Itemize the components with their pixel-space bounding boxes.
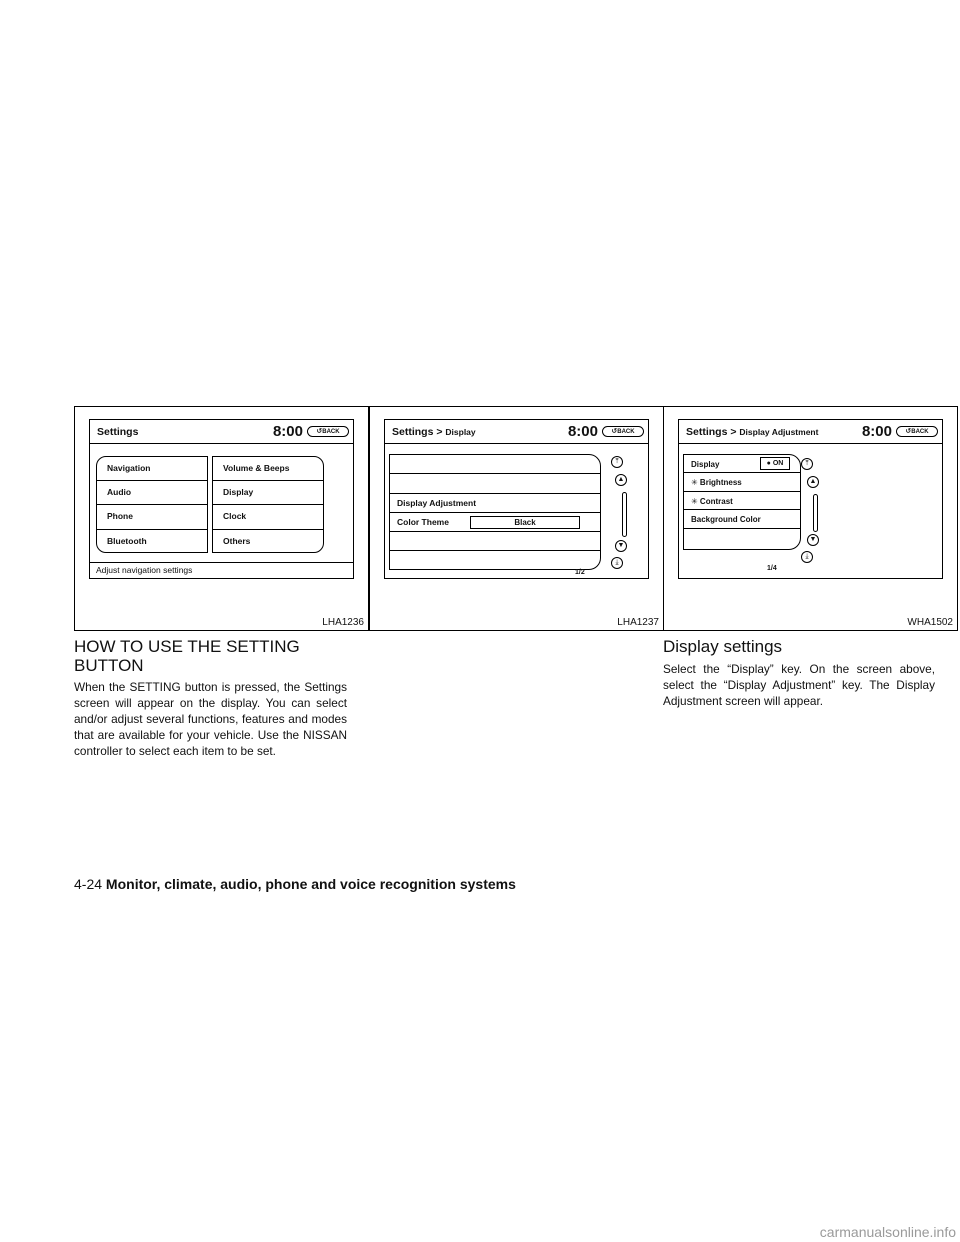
display-toggle[interactable]: ● ON bbox=[760, 457, 790, 470]
menu-right-column bbox=[212, 456, 324, 553]
menu-item-audio[interactable]: Audio bbox=[97, 481, 207, 505]
scroll-bottom-icon[interactable]: ⤓ bbox=[801, 551, 813, 563]
scrollbar[interactable] bbox=[622, 492, 627, 537]
figure-settings-menu bbox=[74, 406, 369, 631]
display-label: Display bbox=[691, 460, 720, 469]
screen-title-sub: Display Adjustment bbox=[739, 427, 819, 437]
menu-item-phone[interactable]: Phone bbox=[97, 505, 207, 529]
back-button[interactable] bbox=[896, 426, 938, 437]
list-item bbox=[684, 529, 800, 547]
menu-left-column bbox=[96, 456, 208, 553]
list-item bbox=[390, 455, 600, 474]
scroll-bottom-icon[interactable]: ⤓ bbox=[611, 557, 623, 569]
figure-code: WHA1502 bbox=[907, 617, 953, 628]
back-arrow-icon: ↺ bbox=[316, 428, 323, 435]
scroll-up-icon[interactable]: ▲ bbox=[615, 474, 627, 486]
back-button[interactable] bbox=[602, 426, 644, 437]
back-arrow-icon: ↺ bbox=[611, 428, 618, 435]
list-item-brightness[interactable]: ✳ Brightness bbox=[684, 473, 800, 491]
screen-clock: 8:00 bbox=[567, 423, 598, 440]
scroll-top-icon[interactable]: ⤒ bbox=[611, 456, 623, 468]
screen-header bbox=[385, 420, 648, 444]
section-body-display-settings: Select the “Display” key. On the screen above, select the “Display Adjustment” key. The Display Adjustment screen will appear. bbox=[663, 662, 935, 708]
back-label: BACK bbox=[617, 429, 635, 435]
list-item bbox=[390, 532, 600, 551]
screen-title: Settings bbox=[97, 426, 139, 438]
list-item bbox=[390, 474, 600, 493]
page-footer bbox=[74, 876, 516, 892]
list-item-contrast[interactable]: ✳ Contrast bbox=[684, 492, 800, 510]
figure-code: LHA1236 bbox=[322, 617, 364, 628]
menu-item-volume-beeps[interactable]: Volume & Beeps bbox=[213, 457, 323, 481]
watermark: carmanualsonline.info bbox=[819, 1224, 956, 1240]
adjustment-options-list bbox=[683, 454, 801, 550]
figure-display-adjustment bbox=[663, 406, 958, 631]
screen-title-main: Settings > bbox=[392, 426, 443, 438]
figure-display-menu bbox=[369, 406, 664, 631]
display-adjustment-screen bbox=[678, 419, 943, 579]
screen-title-main: Settings > bbox=[686, 426, 737, 438]
settings-screen bbox=[89, 419, 354, 579]
back-label: BACK bbox=[322, 429, 340, 435]
list-item-display-adjustment[interactable]: Display Adjustment bbox=[390, 494, 600, 513]
menu-item-others[interactable]: Others bbox=[223, 535, 251, 546]
footer-section-title: Monitor, climate, audio, phone and voice recognition systems bbox=[105, 876, 516, 892]
screen-title bbox=[392, 426, 476, 438]
section-heading-display-settings: Display settings bbox=[663, 637, 783, 656]
display-screen bbox=[384, 419, 649, 579]
screen-header bbox=[679, 420, 942, 444]
page-indicator: 1/4 bbox=[767, 565, 777, 572]
section-body-setting-button: When the SETTING button is pressed, the Settings screen will appear on the display. You can select and/or adjust several functions, features and modes that are available for your vehicle. Use the NISSAN controller to select each item to be set. bbox=[74, 680, 347, 758]
menu-item-bluetooth[interactable]: Bluetooth bbox=[107, 535, 147, 546]
screen-clock: 8:00 bbox=[861, 423, 892, 440]
color-theme-label: Color Theme bbox=[397, 516, 449, 527]
scroll-down-icon[interactable]: ▼ bbox=[615, 540, 627, 552]
scroll-up-icon[interactable]: ▲ bbox=[807, 476, 819, 488]
back-arrow-icon: ↺ bbox=[905, 428, 912, 435]
list-item-color-theme[interactable] bbox=[390, 513, 600, 532]
screen-title-sub: Display bbox=[445, 427, 476, 437]
page-indicator: 1/2 bbox=[575, 569, 585, 576]
back-label: BACK bbox=[911, 429, 929, 435]
figure-code: LHA1237 bbox=[617, 617, 659, 628]
display-options-list bbox=[389, 454, 601, 570]
scroll-down-icon[interactable]: ▼ bbox=[807, 534, 819, 546]
back-button[interactable] bbox=[307, 426, 349, 437]
list-item-background-color[interactable]: Background Color bbox=[684, 510, 800, 528]
scroll-top-icon[interactable]: ⤒ bbox=[801, 458, 813, 470]
screen-clock: 8:00 bbox=[272, 423, 303, 440]
list-item-display[interactable] bbox=[684, 455, 800, 473]
screen-header bbox=[90, 420, 353, 444]
menu-item-navigation[interactable]: Navigation bbox=[97, 457, 207, 481]
menu-item-display[interactable]: Display bbox=[213, 481, 323, 505]
section-heading-setting-button: HOW TO USE THE SETTING BUTTON bbox=[74, 637, 300, 675]
color-theme-value[interactable]: Black bbox=[470, 516, 580, 529]
list-item bbox=[390, 551, 600, 570]
screen-status-line: Adjust navigation settings bbox=[90, 562, 353, 578]
screen-title bbox=[686, 426, 818, 438]
menu-item-clock[interactable]: Clock bbox=[213, 505, 323, 529]
page-number: 4-24 bbox=[74, 876, 103, 892]
scrollbar[interactable] bbox=[813, 494, 818, 532]
